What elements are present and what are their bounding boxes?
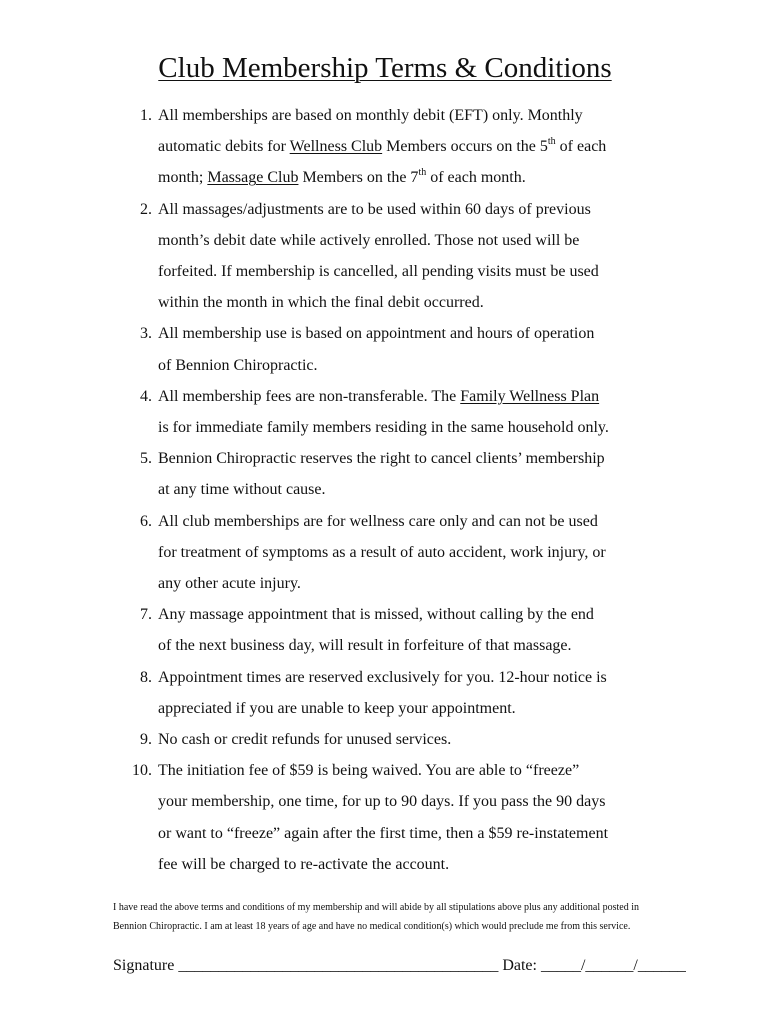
term-underlined-text: Massage Club <box>207 169 299 187</box>
term-item <box>0 100 770 194</box>
term-number: 2. <box>140 200 152 218</box>
document-title <box>0 50 770 86</box>
term-line: month’s debit date while actively enrolled. Those not used will be <box>158 231 580 249</box>
term-line: forfeited. If membership is cancelled, all pending visits must be used <box>158 263 599 281</box>
term-line: of the next business day, will result in forfeiture of that massage. <box>158 637 572 655</box>
term-line: All memberships are based on monthly debit (EFT) only. Monthly <box>158 107 583 124</box>
term-line: Appointment times are reserved exclusively for you. 12-hour notice is <box>158 668 607 686</box>
term-number: 7. <box>140 606 152 624</box>
term-line: The initiation fee of $59 is being waived. You are able to “freeze” <box>158 762 580 780</box>
term-text: automatic debits for <box>158 138 290 156</box>
acknowledgement-statement <box>113 899 713 936</box>
term-number: 8. <box>140 668 152 686</box>
term-number: 3. <box>140 325 152 343</box>
term-item <box>0 443 770 505</box>
term-line: All club memberships are for wellness care only and can not be used <box>158 512 598 530</box>
term-text: of each <box>555 138 607 156</box>
acknowledgement-line: Bennion Chiropractic. I am at least 18 years of age and have no medical condition(s) which would preclude me from this service. <box>113 920 631 932</box>
signature-date-line[interactable]: Signature ________________________________________ Date: _____/______/______ <box>113 957 686 974</box>
term-text: Members on the 7 <box>298 169 419 187</box>
term-line: Bennion Chiropractic reserves the right to cancel clients’ membership <box>158 450 605 468</box>
term-underlined-text: Wellness Club <box>289 138 383 156</box>
term-item <box>0 506 770 600</box>
term-item <box>0 318 770 380</box>
term-line: appreciated if you are unable to keep your appointment. <box>158 699 516 717</box>
term-text: of each month. <box>426 169 526 187</box>
term-number: 5. <box>140 450 152 468</box>
term-number: 4. <box>140 387 152 405</box>
terms-list <box>0 100 770 880</box>
term-number: 6. <box>140 512 152 530</box>
term-underlined-text: Family Wellness Plan <box>460 387 600 405</box>
term-line: within the month in which the final debit occurred. <box>158 294 484 312</box>
term-number: 9. <box>140 731 152 749</box>
term-line <box>0 381 770 412</box>
term-line: is for immediate family members residing in the same household only. <box>158 419 609 437</box>
term-line: No cash or credit refunds for unused services. <box>158 731 452 749</box>
term-line: Any massage appointment that is missed, without calling by the end <box>158 606 594 624</box>
term-item <box>0 724 770 755</box>
term-item <box>0 194 770 319</box>
term-line: any other acute injury. <box>158 575 301 593</box>
term-line: All massages/adjustments are to be used within 60 days of previous <box>158 200 591 218</box>
document-title-text: Club Membership Terms & Conditions <box>158 52 612 84</box>
term-line: of Bennion Chiropractic. <box>158 356 318 374</box>
term-item <box>0 599 770 661</box>
term-item <box>0 662 770 724</box>
term-item <box>0 381 770 443</box>
term-line <box>0 131 770 162</box>
term-line: fee will be charged to re-activate the account. <box>158 855 450 873</box>
term-number: 1. <box>140 107 152 124</box>
term-line: or want to “freeze” again after the first time, then a $59 re-instatement <box>158 824 609 842</box>
term-text: month; <box>158 169 208 187</box>
term-superscript: th <box>547 136 556 148</box>
term-superscript: th <box>418 167 427 179</box>
acknowledgement-line: I have read the above terms and conditions of my membership and will abide by all stipulations above plus any additional posted in <box>113 902 639 913</box>
term-line <box>0 162 770 193</box>
term-line: All membership use is based on appointment and hours of operation <box>158 325 595 343</box>
term-line: for treatment of symptoms as a result of auto accident, work injury, or <box>158 543 606 561</box>
term-item <box>0 755 770 880</box>
term-text: Members occurs on the 5 <box>382 138 548 156</box>
term-line: your membership, one time, for up to 90 days. If you pass the 90 days <box>158 793 606 811</box>
term-number: 10. <box>132 762 152 780</box>
term-line: at any time without cause. <box>158 481 326 499</box>
term-text: All membership fees are non-transferable. The <box>158 387 461 405</box>
